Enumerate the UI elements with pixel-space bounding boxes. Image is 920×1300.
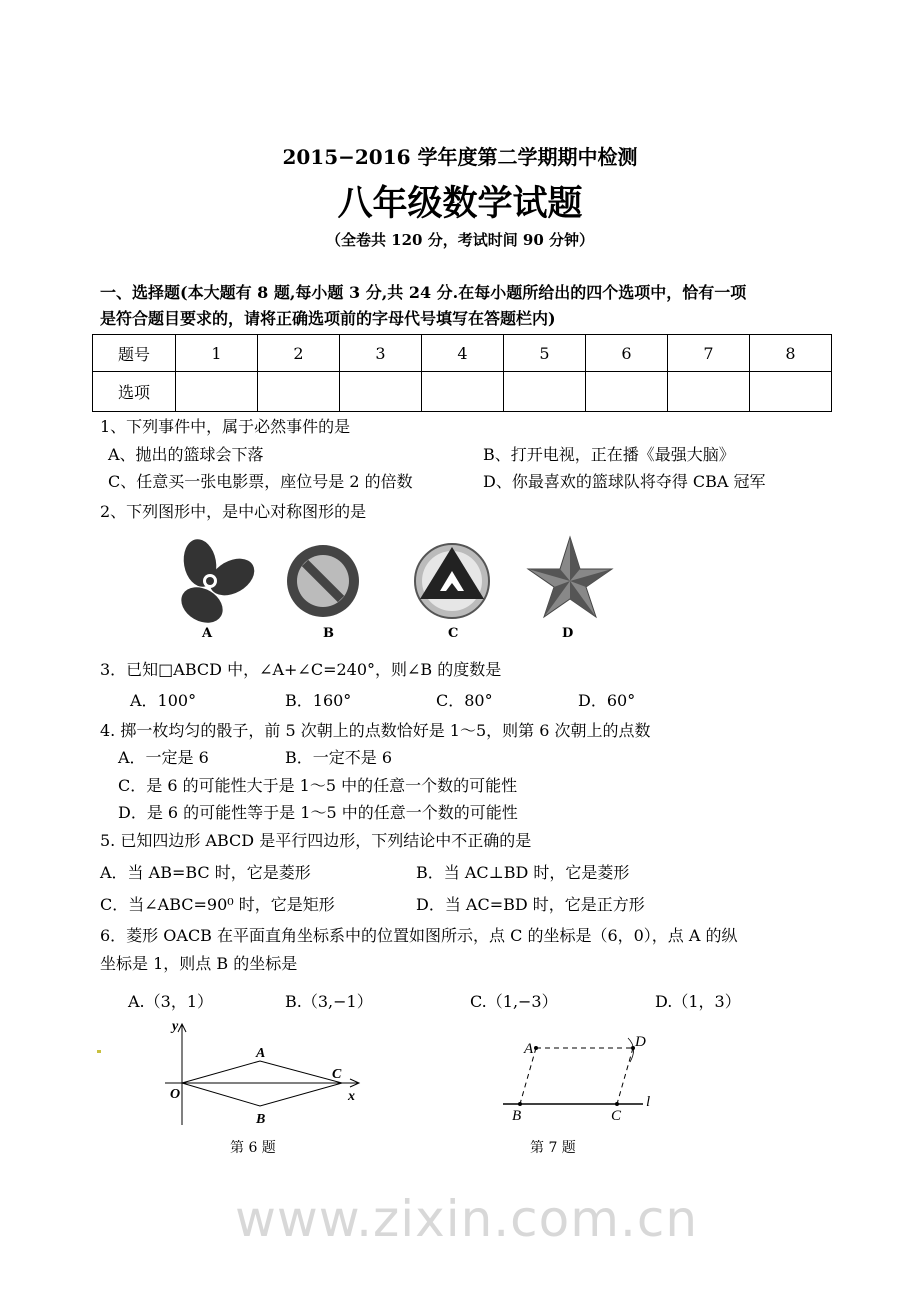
point-label-a: A <box>256 1046 266 1061</box>
q3-option-c: C．80° <box>436 691 493 710</box>
q1-option-a: A、抛出的篮球会下落 <box>108 445 264 464</box>
table-cell: 2 <box>258 335 340 372</box>
q1-option-d: D、你最喜欢的篮球队将夺得 CBA 冠军 <box>483 472 766 491</box>
figure-label-d: D <box>562 626 574 641</box>
star-icon <box>528 537 612 617</box>
table-row <box>93 335 832 372</box>
point-label-c: C <box>332 1067 342 1082</box>
q3-option-a: A．100° <box>130 691 197 710</box>
q4-option-b: B．一定不是 6 <box>285 748 393 767</box>
q5-option-a: A．当 AB=BC 时，它是菱形 <box>100 863 311 882</box>
figure-7-parallelogram <box>500 1030 670 1130</box>
point-label-b: B <box>256 1112 266 1127</box>
exam-note: （全卷共 120 分，考试时间 90 分钟） <box>325 231 595 249</box>
q6-option-a: A.（3，1） <box>128 992 214 1011</box>
figure-label-a: A <box>202 626 213 641</box>
q6-option-c: C.（1,−3） <box>470 992 558 1011</box>
q2-stem: 2、下列图形中，是中心对称图形的是 <box>100 502 367 521</box>
answer-cell[interactable] <box>586 372 668 412</box>
section-heading-2: 是符合题目要求的，请将正确选项前的字母代号填写在答题栏内) <box>100 309 556 328</box>
table-header: 题号 <box>93 335 176 372</box>
figure-label-b: B <box>323 626 334 641</box>
q1-stem: 1、下列事件中，属于必然事件的是 <box>100 417 351 436</box>
q5-option-c: C．当∠ABC=90⁰ 时，它是矩形 <box>100 895 335 914</box>
no-sign-icon <box>287 545 359 617</box>
table-row <box>93 372 832 412</box>
axis-label-x: x <box>348 1089 355 1104</box>
answer-cell[interactable] <box>504 372 586 412</box>
q6-stem-2: 坐标是 1，则点 B 的坐标是 <box>100 954 298 973</box>
q1-option-c: C、任意买一张电影票，座位号是 2 的倍数 <box>108 472 413 491</box>
point-label-b: B <box>512 1108 522 1124</box>
figure-7-caption: 第 7 题 <box>530 1140 576 1156</box>
point-label-c: C <box>611 1108 622 1124</box>
triangle-circle-icon <box>415 544 489 618</box>
table-cell: 5 <box>504 335 586 372</box>
answer-cell[interactable] <box>668 372 750 412</box>
q5-option-b: B．当 AC⊥BD 时，它是菱形 <box>416 863 630 882</box>
line-label-l: l <box>646 1094 651 1110</box>
axis-label-y: y <box>172 1020 179 1034</box>
q2-figures <box>160 535 630 645</box>
q4-option-a: A．一定是 6 <box>118 748 209 767</box>
table-cell: 7 <box>668 335 750 372</box>
q4-option-c: C．是 6 的可能性大于是 1～5 中的任意一个数的可能性 <box>118 776 518 795</box>
exam-title: 八年级数学试题 <box>337 183 583 224</box>
q3-option-b: B．160° <box>285 691 352 710</box>
figure-6-rhombus <box>160 1020 370 1130</box>
point-label-a: A <box>524 1041 534 1057</box>
q1-option-b: B、打开电视，正在播《最强大脑》 <box>483 445 735 464</box>
point-label-d: D <box>635 1034 646 1050</box>
section-heading-1: 一、选择题(本大题有 8 题,每小题 3 分,共 24 分.在每小题所给出的四个选项中，恰有一项 <box>100 283 747 302</box>
q4-stem: 4. 掷一枚均匀的骰子，前 5 次朝上的点数恰好是 1～5，则第 6 次朝上的点数 <box>100 721 651 740</box>
table-cell: 4 <box>422 335 504 372</box>
answer-cell[interactable] <box>176 372 258 412</box>
fan-icon <box>175 537 261 630</box>
point-label-o: O <box>170 1087 181 1102</box>
exam-header: 2015−2016 学年度第二学期期中检测 <box>282 145 638 169</box>
table-header: 选项 <box>93 372 176 412</box>
q5-option-d: D．当 AC=BD 时，它是正方形 <box>416 895 645 914</box>
answer-cell[interactable] <box>422 372 504 412</box>
answer-table <box>92 334 832 412</box>
table-cell: 8 <box>750 335 832 372</box>
q3-option-d: D．60° <box>578 691 636 710</box>
answer-cell[interactable] <box>258 372 340 412</box>
q5-stem: 5. 已知四边形 ABCD 是平行四边形，下列结论中不正确的是 <box>100 831 532 850</box>
table-cell: 1 <box>176 335 258 372</box>
answer-cell[interactable] <box>340 372 422 412</box>
q6-option-d: D.（1，3） <box>655 992 741 1011</box>
table-cell: 3 <box>340 335 422 372</box>
answer-cell[interactable] <box>750 372 832 412</box>
q4-option-d: D．是 6 的可能性等于是 1～5 中的任意一个数的可能性 <box>118 803 518 822</box>
q6-stem-1: 6．菱形 OACB 在平面直角坐标系中的位置如图所示，点 C 的坐标是（6，0），点 A 的纵 <box>100 926 738 945</box>
q3-stem: 3．已知□ABCD 中，∠A+∠C=240°，则∠B 的度数是 <box>100 660 502 679</box>
table-cell: 6 <box>586 335 668 372</box>
stray-mark <box>97 1050 101 1053</box>
q6-option-b: B.（3,−1） <box>285 992 373 1011</box>
figure-label-c: C <box>448 626 459 641</box>
watermark: www.zixin.com.cn <box>235 1190 699 1248</box>
figure-6-caption: 第 6 题 <box>230 1140 276 1156</box>
